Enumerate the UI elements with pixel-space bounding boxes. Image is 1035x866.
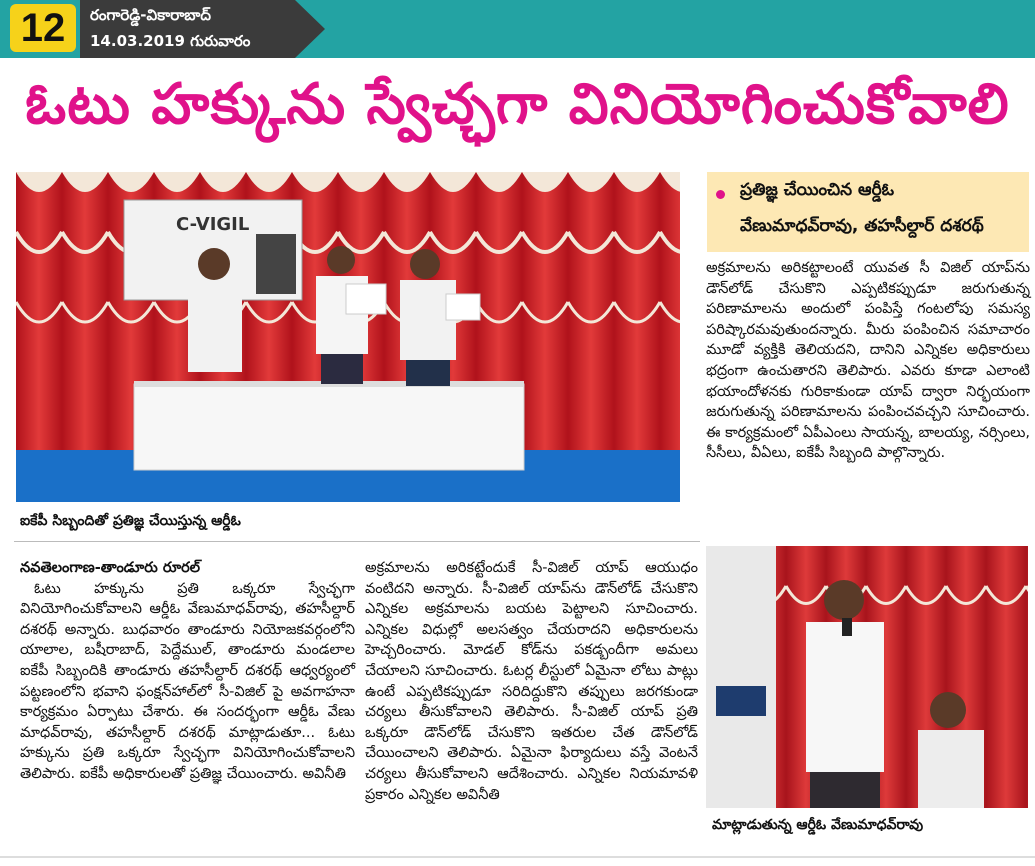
article-mid-text: అక్రమాలను అరికట్టేందుకే సీ-విజిల్ యాప్ ఆయుధం వంటిదని అన్నారు. సీ-విజిల్ యాప్‌ను డౌన్‌లోడ్ చేసుకొని ఎన్నికల అక్రమాలను బయట పెట్టాలని సూచించారు. ఎన్నికల విధుల్లో అలసత్వం చేయరాదని అధికారులను హెచ్చరించారు. మోడల్ కోడ్‌ను పకడ్బందీగా అమలు చేయాలని సూచించారు. ఓటర్ల లీస్టులో ఏమైనా లోటు పాట్లు ఉంటే ఎప్పటికప్పుడూ సరిదిద్దుకొని తప్పులు జరగకుండా చర్యలు తీసుకోవాలని తెలిపారు. సీ-విజిల్ యాప్ ప్రతి ఒక్కరూ డౌన్‌లోడ్ చేసుకొని ఇతరుల చేత డౌన్‌లోడ్ చేయించాలని తెలిపారు. ఏమైనా ఫిర్యాదులు వస్తే వెంటనే చర్యలు తీసుకోవాలని ఆదేశించారు. ఎన్నికల నియమావళి ప్రకారం ఎన్నికల అవినీతి [365,560,698,803]
article-dateline: నవతెలంగాణ-తాండూరు రూరల్ [20,560,201,576]
bullet-icon [716,190,725,199]
small-photo [706,546,1028,808]
main-photo [16,172,680,502]
date-label: 14.03.2019 గురువారం [90,32,251,50]
banner-text: C-VIGIL [176,214,250,235]
highlight-line-2: వేణుమాధవ్‌రావు, తహసీల్దార్ దశరథ్ [740,216,984,236]
footer-line [0,856,1035,858]
header-arrow-shape [295,0,325,58]
article-left-text: ఓటు హక్కును ప్రతి ఒక్కరూ స్వేచ్ఛగా వినియోగించుకోవాలని ఆర్డీఓ వేణుమాధవ్‌రావు, తహసీల్దార్ దశరథ్ అన్నారు. బుధవారం తాండూరు నియోజకవర్గంలోని యాలాల, బషీరాబాద్, పెద్దేముల్, తాండూరు మండలాల ఐకేపీ సిబ్బందికి తాండూరు తహసీల్దార్ దశరథ్ ఆధ్వర్యంలో పట్టణంలోని భవాని ఫంక్షన్‌హాల్‌లో సీ-విజిల్ పై అవగాహనా కార్యక్రమం ఏర్పాటు చేశారు. ఈ సందర్భంగా ఆర్డీఓ వేణు మాధవ్‌రావు, తహసీల్దార్ దశరథ్ మాట్లాడుతూ... ఓటు హక్కును ప్రతి ఒక్కరూ స్వేచ్ఛగా వినియోగించుకోవాలని తెలిపారు. ఐకేపీ అధికారులతో ప్రతిజ్ఞ చేయించారు. అవినీతి [20,580,355,782]
headline: ఓటు హక్కును స్వేచ్ఛగా వినియోగించుకోవాలి [25,72,1010,137]
article-right-text: అక్రమాలను అరికట్టాలంటే యువత సీ విజిల్ యాప్‌ను డౌన్‌లోడ్ చేసుకొని ఎప్పటికప్పుడూ జరుగుతున్న పరిణామాలను అందులో పంపిస్తే గంటలోపు సమస్య పరిష్కారమవుతుందన్నారు. మీరు పంపించిన సమాచారం మూడో వ్యక్తికి తెలియదని, దానిని ఎన్నికల అధికారులు భద్రంగా ఉంచుతారని తెలిపారు. ఎవరు కూడా ఎలాంటి భయాందోళనకు గురికాకుండా యాప్ ద్వారా నిర్భయంగా జరుగుతున్న పరిణామాలను పంపించవచ్చని సూచించారు. ఈ కార్యక్రమంలో ఏపీఎంలు సాయన్న, బాలయ్య, నర్సింలు, సీసీలు, వీఏలు, ఐకేపీ సిబ్బంది పాల్గొన్నారు. [706,260,1030,462]
article-column-left [20,558,355,785]
edition-label: రంగారెడ్డి-వికారాబాద్ [90,6,211,24]
main-photo-caption: ఐకేపీ సిబ్బందితో ప్రతిజ్ఞ చేయిస్తున్న ఆర్డీఓ [20,513,241,529]
section-divider [14,541,700,542]
small-photo-caption: మాట్లాడుతున్న ఆర్డీఓ వేణుమాధవ్‌రావు [712,817,924,833]
main-photo-illustration [16,172,680,502]
article-column-right [706,258,1030,464]
page-number: 12 [10,4,76,52]
highlight-line-1: ప్రతిజ్ఞ చేయించిన ఆర్డీఓ [740,180,895,200]
article-column-middle [365,558,698,805]
small-photo-illustration [706,546,1028,808]
